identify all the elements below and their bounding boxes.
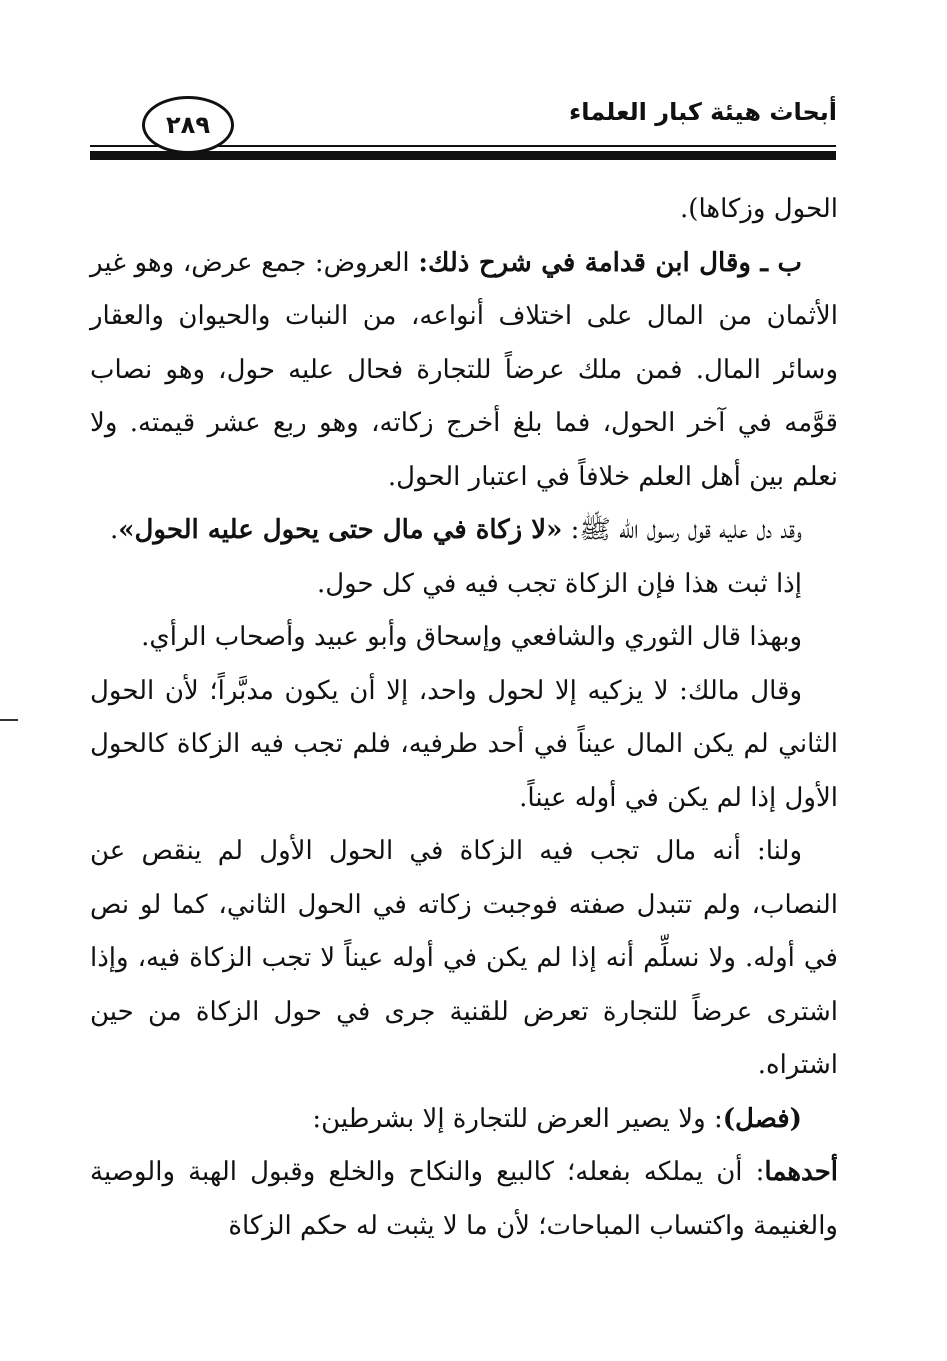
hadith-quote-bold: «لا زكاة في مال حتى يحول عليه الحول» [118, 515, 563, 545]
paragraph-5 [90, 611, 838, 665]
paragraph-6 [90, 665, 838, 826]
running-header-title: أبحاث هيئة كبار العلماء [568, 98, 837, 126]
page-number: ٢٨٩ [142, 96, 234, 154]
paragraph-2 [90, 237, 838, 505]
paragraph-9 [90, 1146, 838, 1253]
paragraph-text: وبهذا قال الثوري والشافعي وإسحاق وأبو عبيد وأصحاب الرأي. [141, 622, 802, 652]
paragraph-7 [90, 825, 838, 1093]
margin-mark [0, 719, 18, 721]
paragraph-text: الحول وزكاها). [680, 194, 838, 224]
condition-label-bold: أحدهما [764, 1157, 838, 1187]
body-text [90, 183, 838, 1253]
paragraph-text: وقال مالك: لا يزكيه إلا لحول واحد، إلا أن يكون مدبَّراً؛ لأن الحول الثاني لم يكن المال عيناً في أحد طرفيه، فلم تجب فيه الزكاة كالحول الأول إذا لم يكن في أوله عيناً. [90, 675, 838, 813]
paragraph-text: ولنا: أنه مال تجب فيه الزكاة في الحول الأول لم ينقص عن النصاب، ولم تتبدل صفته فوجبت زكاته في الحول الثاني، كما لو نص في أوله. ولا نسلِّم أنه إذا لم يكن في أوله عيناً لا تجب الزكاة فيه، وإذا اشترى عرضاً للتجارة تعرض للقنية جرى في حول الزكاة من حين اشتراه. [90, 836, 838, 1080]
section-label-bold: (فصل) [722, 1103, 802, 1134]
paragraph-text: : ولا يصير العرض للتجارة إلا بشرطين: [312, 1103, 723, 1134]
paragraph-text-after: . [109, 515, 119, 545]
paragraph-text: إذا ثبت هذا فإن الزكاة تجب فيه في كل حول. [316, 568, 802, 599]
paragraph-3 [90, 504, 838, 558]
paragraph-label-bold: ب ـ وقال ابن قدامة في شرح ذلك: [418, 247, 803, 278]
paragraph-4 [90, 558, 838, 612]
paragraph-1 [90, 183, 838, 237]
paragraph-text: : أن يملكه بفعله؛ كالبيع والنكاح والخلع وقبول الهبة والوصية والغنيمة واكتساب المباحات؛ لأن ما لا يثبت له حكم الزكاة [90, 1157, 838, 1241]
paragraph-text: وقد دل عليه قول رسول الله ﷺ: [562, 515, 802, 545]
paragraph-8 [90, 1093, 838, 1147]
paragraph-text: العروض: جمع عرض، وهو غير الأثمان من المال على اختلاف أنواعه، من النبات والحيوان والعقار وسائر المال. فمن ملك عرضاً للتجارة فحال عليه حول، وهو نصاب قوَّمه في آخر الحول، فما بلغ أخرج زكاته، وهو ربع عشر قيمته. ولا نعلم بين أهل العلم خلافاً في اعتبار الحول. [90, 247, 838, 492]
